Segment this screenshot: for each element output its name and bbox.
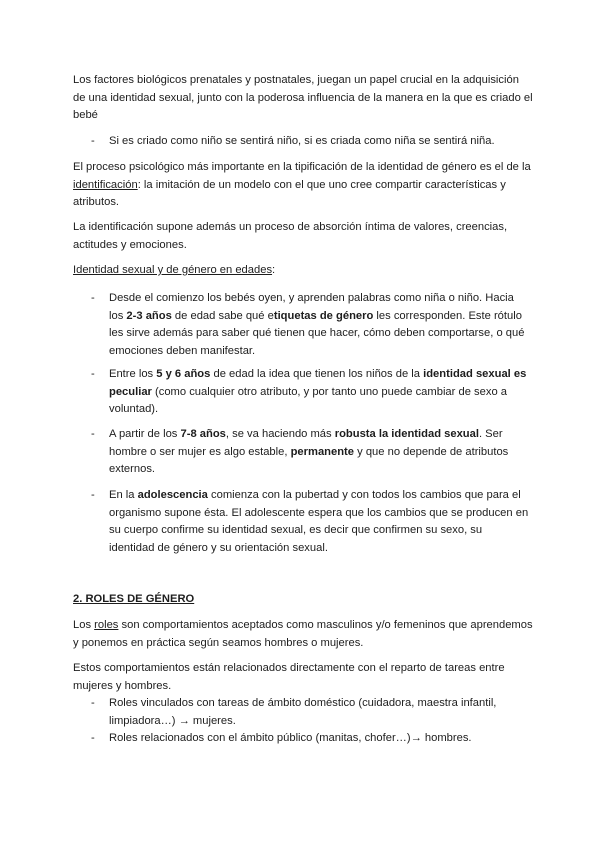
text-run: comienza con la pubertad y con todos los cambios que para el organismo supone ésta. El adolescente espera que los cambios que se producen en su cuerpo confirme su identidad sexual, es decir que confirmen su sexo, su identidad de género y su orientación sexual. xyxy=(109,489,529,554)
bullet-dash: - xyxy=(91,292,95,304)
text-run: , se va haciendo más xyxy=(225,428,335,440)
paragraph-absorption: La identificación supone además un proceso de absorción íntima de valores, creencias, actitudes y emociones. xyxy=(73,221,508,251)
term-identificacion: identificación xyxy=(73,178,138,191)
bold-run: robusta la identidad sexual xyxy=(334,428,479,440)
text-run: de edad la idea que tienen los niños de la xyxy=(210,368,424,380)
text-run: Desde el comienzo los bebés oyen, y aprenden palabras como niña o niño. Hacia los xyxy=(109,292,514,322)
term-roles: roles xyxy=(94,619,119,631)
text-run: Los xyxy=(73,619,95,631)
paragraph-task-distribution: Estos comportamientos están relacionados directamente con el reparto de tareas entre mujeres y hombres. xyxy=(73,662,505,692)
bullet-dash: - xyxy=(91,428,95,440)
paragraph-identification xyxy=(73,159,533,212)
bold-run: permanente xyxy=(290,445,355,458)
text-run: El proceso psicológico más importante en la tipificación de la identidad de género es el de la xyxy=(73,161,531,173)
bullet-dash: - xyxy=(91,368,95,380)
text-run: A partir de los xyxy=(109,428,181,440)
text-run: y que no depende de atributos externos. xyxy=(109,445,509,476)
heading-colon: : xyxy=(272,264,276,276)
bullet-dash: - xyxy=(91,732,95,744)
paragraph-biological-factors: Los factores biológicos prenatales y postnatales, juegan un papel crucial en la adquisición de una identidad sexual, junto con la poderosa influencia de la manera en la que es criado el bebé xyxy=(73,74,533,122)
bold-run: 2-3 años xyxy=(126,309,172,322)
text-run: . Ser hombre o ser mujer es algo estable, xyxy=(109,428,503,458)
paragraph-roles-definition xyxy=(73,617,533,652)
text-run: (como cualquier otro atributo, y por tanto uno puede cambiar de sexo a voluntad). xyxy=(109,385,508,416)
bold-run: adolescencia xyxy=(137,489,208,501)
bold-run: 7-8 años xyxy=(180,428,226,440)
bullet-dash: - xyxy=(91,489,95,501)
list-item-public-roles: Roles relacionados con el ámbito público (manitas, chofer…)→ hombres. xyxy=(109,732,472,744)
text-run: de edad sabe qué e xyxy=(171,309,274,322)
bullet-dash: - xyxy=(91,697,95,709)
text-run: les corresponden. Este rótulo les sirve además para saber qué tienen que hacer, cómo deben comportarse, o qué emociones deben manifestar. xyxy=(109,309,525,357)
bullet-raising: Si es criado como niño se sentirá niño, si es criada como niña se sentirá niña. xyxy=(109,135,495,147)
section-heading-ages xyxy=(73,262,533,280)
list-item-2-3-years xyxy=(109,290,529,360)
list-item-adolescence xyxy=(109,487,529,557)
list-item-5-6-years xyxy=(109,366,529,419)
text-run: Entre los xyxy=(109,368,157,380)
text-run: En la xyxy=(109,489,138,501)
bold-run: tiquetas de género xyxy=(273,309,374,322)
text-run: : la imitación de un modelo con el que uno cree compartir características y atributos. xyxy=(73,178,506,209)
section-heading-roles: 2. ROLES DE GÉNERO xyxy=(73,593,195,605)
list-item-domestic-roles: Roles vinculados con tareas de ámbito doméstico (cuidadora, maestra infantil, limpiadora…) → mujeres. xyxy=(109,697,497,727)
bullet-dash: - xyxy=(91,135,95,147)
list-item-7-8-years xyxy=(109,426,529,479)
bold-run: identidad sexual es peculiar xyxy=(109,368,527,398)
bold-run: 5 y 6 años xyxy=(156,368,211,380)
text-run: son comportamientos aceptados como masculinos y/o femeninos que aprendemos y ponemos en práctica según seamos hombres o mujeres. xyxy=(73,619,533,649)
section-heading-text: Identidad sexual y de género en edades xyxy=(73,264,273,276)
